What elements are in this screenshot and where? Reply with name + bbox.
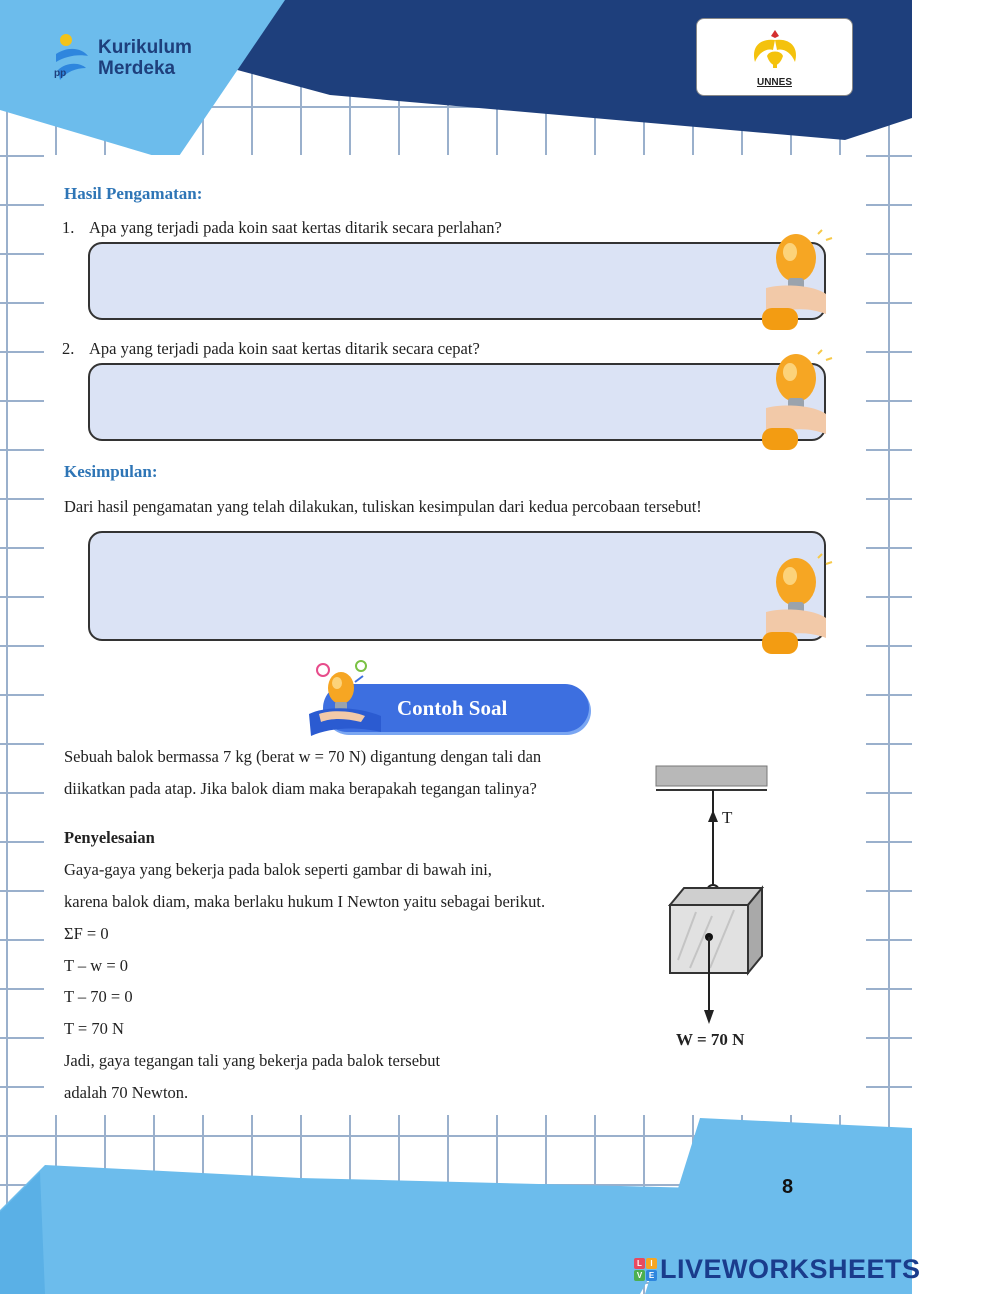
svg-text:pp: pp	[54, 68, 67, 79]
lightbulb-hand-icon	[756, 348, 836, 452]
merdeka-emblem-icon	[52, 32, 92, 84]
unnes-emblem-icon	[745, 26, 805, 76]
liveworksheets-blocks-icon	[634, 1258, 657, 1281]
answer-1-input[interactable]	[88, 242, 826, 320]
solution-heading: Penyelesaian	[64, 828, 155, 847]
question-1	[62, 218, 502, 238]
lightbulb-hand-icon	[756, 228, 836, 332]
brand-block: L	[634, 1258, 645, 1269]
tension-arrow	[708, 810, 718, 822]
conclusion-instruction: Dari hasil pengamatan yang telah dilakukan, tuliskan kesimpulan dari kedua percobaan tersebut!	[64, 497, 702, 516]
solution-line: adalah 70 Newton.	[64, 1083, 189, 1102]
answer-2-input[interactable]	[88, 363, 826, 441]
unnes-wordmark: UNNES	[756, 77, 792, 88]
page-number: 8	[782, 1176, 794, 1198]
example-badge-label: Contoh Soal	[323, 684, 589, 732]
unnes-logo	[696, 18, 853, 96]
logo-line-2: Merdeka	[98, 58, 176, 79]
weight-arrow	[704, 1010, 714, 1024]
problem-line-2: diikatkan pada atap. Jika balok diam maka berapakah tegangan talinya?	[64, 779, 537, 798]
conclusion-heading: Kesimpulan:	[64, 462, 158, 481]
question-2-text: Apa yang terjadi pada koin saat kertas ditarik secara cepat?	[89, 339, 480, 358]
lightbulb-idea-icon	[305, 652, 385, 737]
liveworksheets-wordmark: LIVEWORKSHEETS	[660, 1253, 921, 1284]
conclusion-input[interactable]	[88, 531, 826, 641]
equation-line: T = 70 N	[64, 1019, 124, 1038]
question-2	[62, 339, 480, 359]
question-2-number: 2.	[62, 339, 75, 358]
observation-heading: Hasil Pengamatan:	[64, 184, 203, 203]
brand-block: I	[646, 1258, 657, 1269]
solution-line: Jadi, gaya tegangan tali yang bekerja pada balok tersebut	[64, 1051, 441, 1070]
question-1-number: 1.	[62, 218, 75, 237]
example-badge	[305, 652, 595, 737]
kurikulum-merdeka-logo	[52, 32, 192, 84]
brand-block: V	[634, 1270, 645, 1281]
equation-line: T – w = 0	[64, 956, 129, 975]
weight-label: W = 70 N	[676, 1030, 745, 1049]
solution-line: Gaya-gaya yang bekerja pada balok seperti gambar di bawah ini,	[64, 860, 492, 879]
brand-block: E	[646, 1270, 657, 1281]
lightbulb-hand-icon	[756, 552, 836, 656]
logo-line-1: Kurikulum	[98, 37, 192, 58]
problem-line-1: Sebuah balok bermassa 7 kg (berat w = 70 N) digantung dengan tali dan	[64, 747, 542, 766]
solution-line: karena balok diam, maka berlaku hukum I Newton yaitu sebagai berikut.	[64, 892, 546, 911]
equation-line: ΣF = 0	[64, 924, 109, 943]
force-diagram	[650, 760, 775, 1032]
equation-line: T – 70 = 0	[64, 987, 133, 1006]
question-1-text: Apa yang terjadi pada koin saat kertas ditarik secara perlahan?	[89, 218, 502, 237]
liveworksheets-logo	[634, 1252, 921, 1286]
tension-label: T	[722, 808, 733, 827]
ceiling	[656, 766, 767, 786]
